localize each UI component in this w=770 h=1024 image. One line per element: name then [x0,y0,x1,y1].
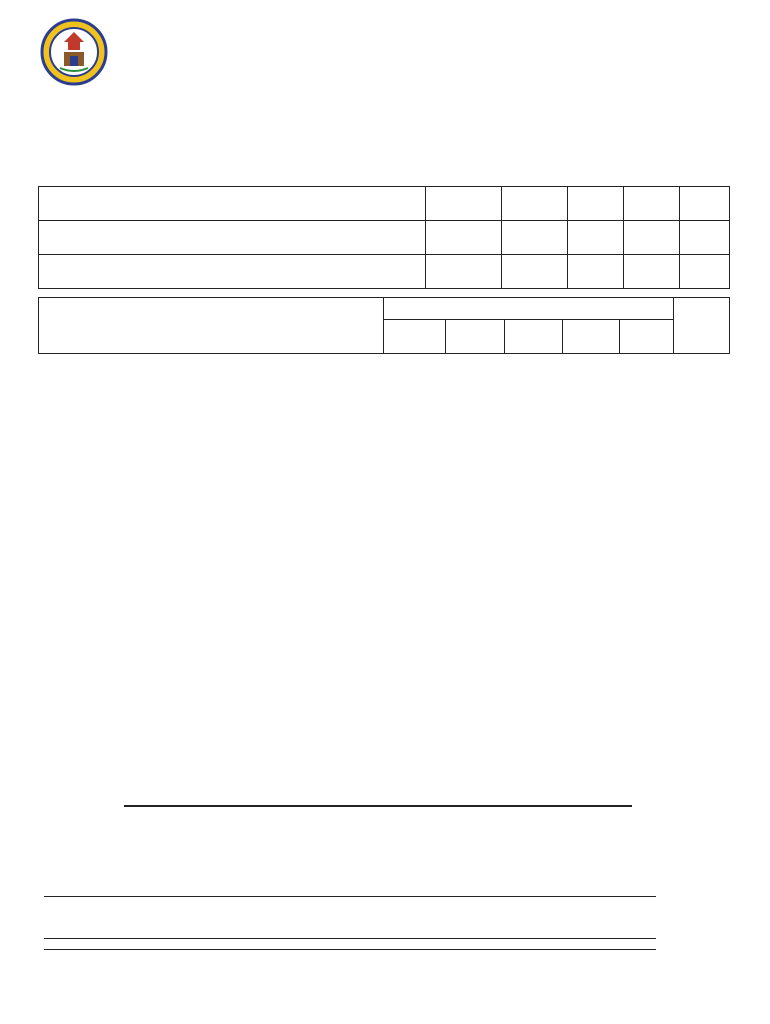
col-substantial [502,187,568,221]
rating-table [124,805,632,807]
check-cell[interactable] [568,255,624,289]
col-none [680,187,730,221]
table-row [39,221,730,255]
knowledge-assessment-table [38,186,730,289]
check-cell[interactable] [426,221,502,255]
check-instruction [384,298,674,320]
rating-header-range [478,806,632,807]
university-seal-icon [40,18,108,86]
col-na [674,298,730,354]
col-very-limited [624,187,680,221]
table-row [39,255,730,289]
rating-header-verbal [125,806,293,807]
check-cell[interactable] [502,221,568,255]
knowledge-before-item [39,221,426,255]
comments-line-2[interactable] [44,939,656,950]
check-cell[interactable] [426,255,502,289]
col-excellent [384,320,446,354]
section-a-title [39,187,426,221]
comments-section [44,930,656,950]
check-cell[interactable] [680,255,730,289]
evaluation-table [38,297,730,354]
check-cell[interactable] [624,255,680,289]
check-cell[interactable] [624,221,680,255]
col-very-satisfactory [446,320,504,354]
col-poor [619,320,674,354]
rating-header-satisfaction [292,806,478,807]
comments-line-1[interactable] [44,930,656,939]
check-cell[interactable] [568,221,624,255]
future-assistance-section [44,890,656,897]
col-satisfactory [504,320,562,354]
col-needs-improvement [563,320,620,354]
knowledge-after-item [39,255,426,289]
check-cell[interactable] [502,255,568,289]
check-cell[interactable] [680,221,730,255]
col-highly-substantial [426,187,502,221]
col-limited [568,187,624,221]
section-b-title [39,320,384,354]
future-assistance-line[interactable] [44,890,656,897]
